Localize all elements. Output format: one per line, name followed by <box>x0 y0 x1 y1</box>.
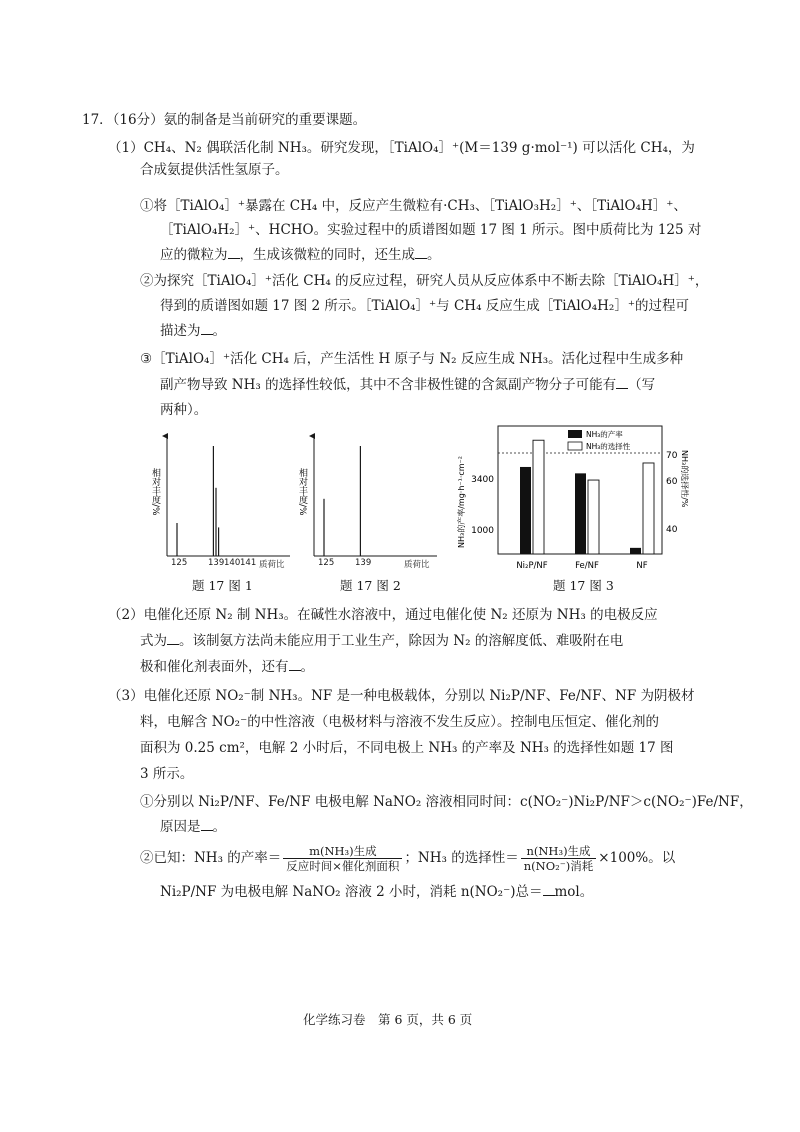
part1-q2-line2: 得到的质谱图如题 17 图 2 所示。［TiAlO₄］⁺与 CH₄ 反应生成［TiAlO₄H₂］⁺的过程可 <box>160 298 689 314</box>
fig2-xlabel: 质荷比 <box>404 560 430 570</box>
part3-q1-line2: 原因是 。 <box>160 819 226 835</box>
part2-line3: 极和催化剂表面外，还有 。 <box>140 659 314 675</box>
part3-line2: 料，电解含 NO₂⁻的中性溶液（电极材料与溶液不发生反应）。控制电压恒定、催化剂的 <box>140 714 659 730</box>
fig3-y2tick: 60 <box>666 477 678 487</box>
part1-q2-line1: ②为探究［TiAlO₄］⁺活化 CH₄ 的反应过程，研究人员从反应体系中不断去除［TiAlO₄H］⁺， <box>140 273 709 289</box>
bar-yield-0 <box>520 467 531 554</box>
answer-blank[interactable] <box>201 334 213 335</box>
fig3-y2tick: 40 <box>666 525 678 535</box>
selectivity-formula: $\frac{\text{n(NH₃)生成}}{\text{n(NO₂⁻)消耗}}$ <box>521 844 597 873</box>
yield-formula: $\frac{\text{m(NH₃)生成}}{\text{反应时间×催化剂面积}}$ <box>283 844 402 873</box>
fig3-y2tick: 70 <box>666 451 678 461</box>
fig1-tick: 139 <box>208 558 225 568</box>
fig3-category: Ni₂P/NF <box>516 561 548 571</box>
part3-q1-line1: ①分别以 Ni₂P/NF、Fe/NF 电极电解 NaNO₂ 溶液相同时间：c(NO₂⁻)Ni₂P/NF＞c(NO₂⁻)Fe/NF， <box>140 794 753 810</box>
legend-swatch-yield <box>568 430 582 438</box>
fig1-tick: 140 <box>224 558 241 568</box>
question-header: 17．（16分）氨的制备是当前研究的重要课题。 <box>82 112 367 128</box>
legend-label-selectivity: NH₃的选择性 <box>586 442 631 451</box>
fig3-caption: 题 17 图 3 <box>553 578 614 593</box>
fig3-ylabel: NH₃的产率/mg·h⁻¹·cm⁻² <box>457 456 466 548</box>
answer-blank[interactable] <box>543 895 555 896</box>
part1-q1-line2: ［TiAlO₄H₂］⁺、HCHO。实验过程中的质谱图如题 17 图 1 所示。图中质荷比为 125 对 <box>160 222 702 238</box>
figure-2 <box>292 428 442 577</box>
fig3-category: Fe/NF <box>575 561 599 571</box>
part1-q2-line3: 描述为 。 <box>160 323 226 339</box>
fig3-y2label: NH₃的选择性/% <box>680 450 689 508</box>
fig2-tick: 125 <box>318 558 335 568</box>
bar-yield-1 <box>575 473 586 554</box>
fig3-ytick: 1000 <box>471 526 494 536</box>
figure-3-chart <box>450 420 690 580</box>
part2-line1: （2）电催化还原 N₂ 制 NH₃。在碱性水溶液中，通过电催化使 N₂ 还原为 NH₃ 的电极反应 <box>108 607 658 623</box>
bar-yield-2 <box>630 548 641 554</box>
fig1-caption: 题 17 图 1 <box>192 578 253 593</box>
figure-1 <box>145 428 295 577</box>
answer-blank[interactable] <box>201 830 213 831</box>
bar-selectivity-2 <box>643 463 654 554</box>
answer-blank[interactable] <box>415 258 427 259</box>
part1-q3-line1: ③［TiAlO₄］⁺活化 CH₄ 后，产生活性 H 原子与 N₂ 反应生成 NH₃。活化过程中生成多种 <box>140 351 684 367</box>
part1-intro-line2: 合成氨提供活性氢原子。 <box>140 162 289 178</box>
answer-blank[interactable] <box>289 670 301 671</box>
part1-q3-line2: 副产物导致 NH₃ 的选择性较低，其中不含非极性键的含氮副产物分子可能有 （写 <box>160 377 656 393</box>
legend-label-yield: NH₃的产率 <box>586 430 623 439</box>
answer-blank[interactable] <box>228 258 240 259</box>
page-footer: 化学练习卷 第 6 页，共 6 页 <box>303 1012 473 1027</box>
part1-q3-line3: 两种）。 <box>160 402 208 418</box>
part3-line3: 面积为 0.25 cm²，电解 2 小时后，不同电极上 NH₃ 的产率及 NH₃ 的选择性如题 17 图 <box>140 740 674 756</box>
fig2-tick: 139 <box>355 558 372 568</box>
part1-q1-line3: 应的微粒为 ，生成该微粒的同时，还生成 。 <box>160 247 441 263</box>
fig2-caption: 题 17 图 2 <box>340 578 401 593</box>
fig3-category: NF <box>636 561 648 571</box>
legend-swatch-selectivity <box>568 442 582 450</box>
part1-intro-line1: （1）CH₄、N₂ 偶联活化制 NH₃。研究发现，［TiAlO₄］⁺(M＝139 g·mol⁻¹) 可以活化 CH₄，为 <box>108 140 695 156</box>
part3-q2-line2: Ni₂P/NF 为电极电解 NaNO₂ 溶液 2 小时，消耗 n(NO₂⁻)总＝ mol。 <box>160 884 594 900</box>
bar-selectivity-0 <box>533 440 544 554</box>
fig3-ytick: 3400 <box>471 475 494 485</box>
part2-line2: 式为 。该制氨方法尚未能应用于工业生产，除因为 N₂ 的溶解度低、难吸附在电 <box>140 633 624 649</box>
fig1-tick: 125 <box>171 558 188 568</box>
part3-q2-line1: ②已知：NH₃ 的产率＝ $\frac{\text{m(NH₃)生成}}{\text{反应时间×催化剂面积}}$ ；NH₃ 的选择性＝ $\frac{\text{n(NH₃)生成}}{\text{n(NO₂⁻)消耗}}$ ×100%。以 <box>140 844 676 873</box>
answer-blank[interactable] <box>616 388 628 389</box>
fig1-tick: 141 <box>240 558 257 568</box>
bar-selectivity-1 <box>588 480 599 554</box>
fig1-xlabel: 质荷比 <box>259 560 285 570</box>
part3-line4: 3 所示。 <box>140 766 194 782</box>
answer-blank[interactable] <box>167 644 179 645</box>
fig2-ylabel: 相对丰度/% <box>297 468 307 516</box>
part3-line1: （3）电催化还原 NO₂⁻制 NH₃。NF 是一种电极载体，分别以 Ni₂P/NF、Fe/NF、NF 为阴极材 <box>108 688 695 704</box>
fig1-ylabel: 相对丰度/% <box>150 468 160 516</box>
part1-q1-line1: ①将［TiAlO₄］⁺暴露在 CH₄ 中，反应产生微粒有·CH₃、［TiAlO₃H₂］⁺、［TiAlO₄H］⁺、 <box>140 198 687 214</box>
